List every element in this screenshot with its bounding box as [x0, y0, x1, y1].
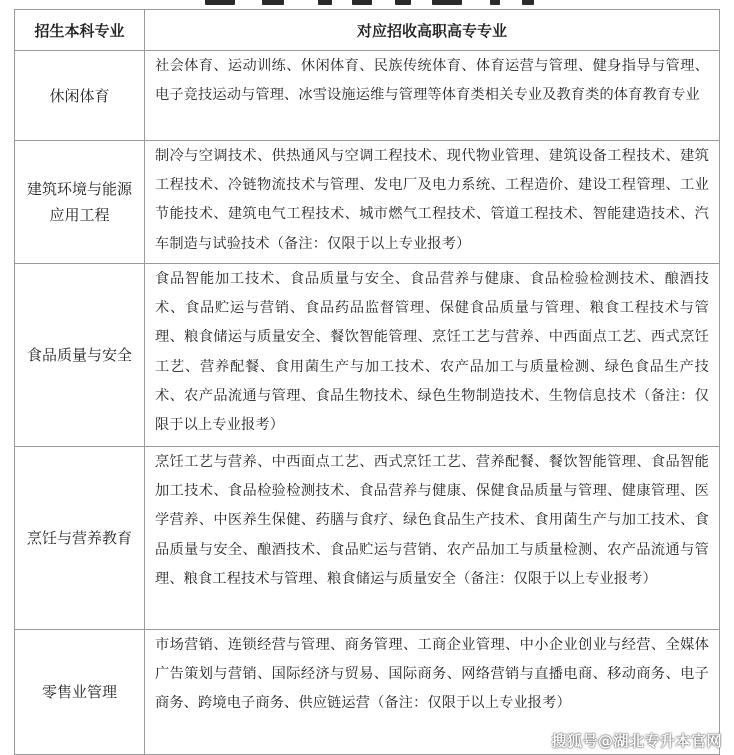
header-undergrad-major: 招生本科专业: [15, 10, 145, 51]
row-vocational-list: 市场营销、连锁经营与管理、商务管理、工商企业管理、中小企业创业与经营、全媒体广告策划与营销、国际经济与贸易、国际商务、网络营销与直播电商、移动商务、电子商务、跨境电子商务、供应链运营（备注：仅限于以上专业报考）: [145, 630, 720, 755]
row-vocational-list: 烹饪工艺与营养、中西面点工艺、西式烹饪工艺、营养配餐、餐饮智能管理、食品智能加工技术、食品检验检测技术、食品营养与健康、保健食品质量与管理、健康管理、医学营养、中医养生保健、药膳与食疗、绿色食品生产技术、食用菌生产与加工技术、食品质量与安全、酿酒技术、食品贮运与营销、农产品加工与质量检测、农产品流通与管理、粮食工程技术与管理、粮食储运与质量安全（备注：仅限于以上专业报考）: [145, 447, 720, 630]
row-major-name: 休闲体育: [15, 51, 145, 141]
table-row: [15, 264, 720, 447]
cropped-title-fragment: [0, 0, 734, 9]
major-mapping-table: [14, 9, 720, 755]
row-vocational-list: 食品智能加工技术、食品质量与安全、食品营养与健康、食品检验检测技术、酿酒技术、食品贮运与营销、食品药品监督管理、保健食品质量与管理、粮食工程技术与管理、粮食储运与质量安全、餐饮智能管理、烹饪工艺与营养、中西面点工艺、西式烹饪工艺、营养配餐、食用菌生产与加工技术、农产品加工与质量检测、绿色食品生产技术、农产品流通与管理、食品生物技术、绿色生物制造技术、生物信息技术（备注：仅限于以上专业报考）: [145, 264, 720, 447]
table-row: [15, 51, 720, 141]
table-header-row: [15, 10, 720, 51]
row-major-name: 建筑环境与能源应用工程: [15, 141, 145, 264]
header-vocational-majors: 对应招收高职高专专业: [145, 10, 720, 51]
source-watermark: 搜狐号@湖北专升本官网: [551, 732, 722, 750]
row-major-name: 零售业管理: [15, 630, 145, 755]
row-major-name: 食品质量与安全: [15, 264, 145, 447]
row-vocational-list: 制冷与空调技术、供热通风与空调工程技术、现代物业管理、建筑设备工程技术、建筑工程技术、冷链物流技术与管理、发电厂及电力系统、工程造价、建设工程管理、工业节能技术、建筑电气工程技术、城市燃气工程技术、管道工程技术、智能建造技术、汽车制造与试验技术（备注：仅限于以上专业报考）: [145, 141, 720, 264]
row-major-name: 烹饪与营养教育: [15, 447, 145, 630]
row-vocational-list: 社会体育、运动训练、休闲体育、民族传统体育、体育运营与管理、健身指导与管理、电子竞技运动与管理、冰雪设施运维与管理等体育类相关专业及教育类的体育教育专业: [145, 51, 720, 141]
table-row: [15, 447, 720, 630]
table-row: [15, 141, 720, 264]
